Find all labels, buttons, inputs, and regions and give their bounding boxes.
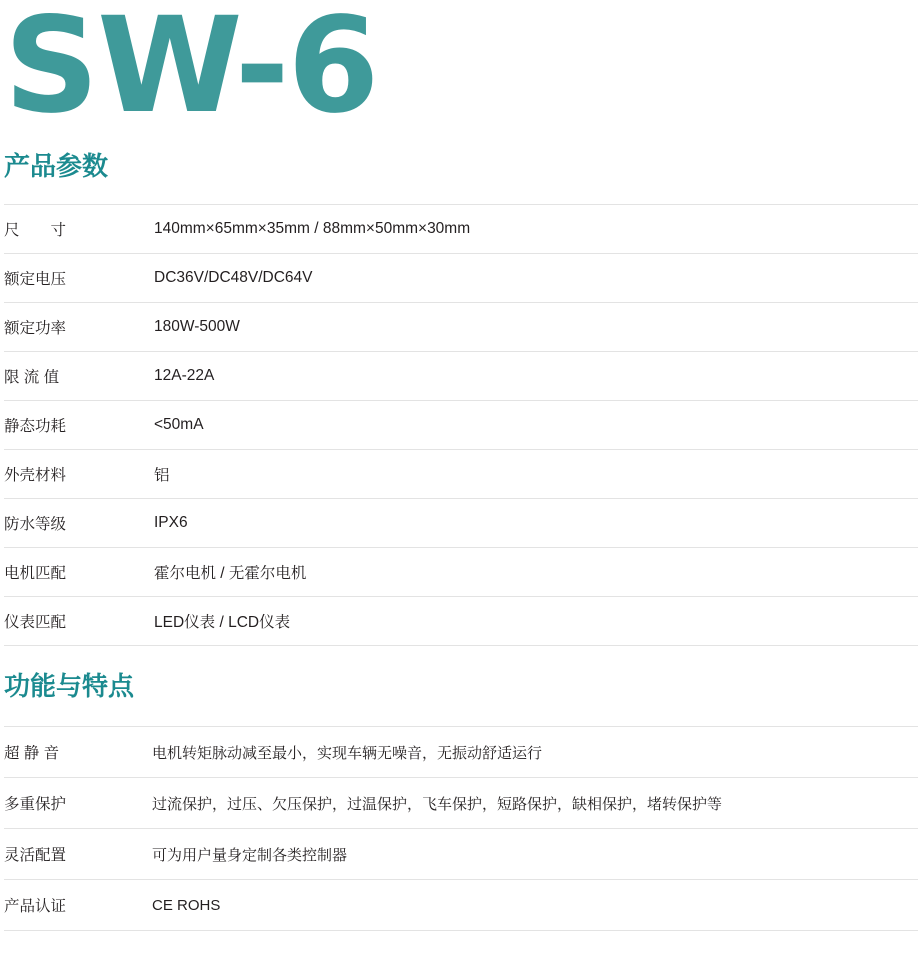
row-value: 12A-22A <box>154 367 215 384</box>
product-title: SW-6 <box>4 0 378 143</box>
row-value: 铝 <box>154 467 170 484</box>
table-row <box>4 548 918 597</box>
table-row <box>4 829 918 880</box>
row-value: CE ROHS <box>152 896 221 914</box>
row-value: 可为用户量身定制各类控制器 <box>152 846 348 864</box>
table-row <box>4 778 918 829</box>
row-value: 140mm×65mm×35mm / 88mm×50mm×30mm <box>154 220 471 237</box>
row-label: 防水等级 <box>4 516 67 533</box>
table-row <box>4 401 918 450</box>
table-row <box>4 352 918 401</box>
row-value: 180W-500W <box>154 318 240 335</box>
row-value: IPX6 <box>154 514 188 531</box>
table-row <box>4 205 918 254</box>
row-label: 仪表匹配 <box>4 614 67 631</box>
table-row <box>4 880 918 931</box>
row-value: 过流保护，过压、欠压保护，过温保护，飞车保护，短路保护，缺相保护，堵转保护等 <box>152 795 723 813</box>
row-label: 电机匹配 <box>4 565 67 582</box>
row-label: 静态功耗 <box>4 418 67 435</box>
row-value: DC36V/DC48V/DC64V <box>154 269 313 286</box>
row-label: 额定功率 <box>4 320 67 337</box>
table-row <box>4 727 918 778</box>
table-row <box>4 450 918 499</box>
row-label: 超 静 音 <box>4 745 60 762</box>
row-value: 电机转矩脉动减至最小，实现车辆无噪音，无振动舒适运行 <box>152 744 543 762</box>
row-label: 限 流 值 <box>4 369 60 386</box>
features-table <box>4 726 918 931</box>
row-value: <50mA <box>154 416 204 433</box>
section-heading-parameters: 产品参数 <box>4 152 109 182</box>
row-label: 产品认证 <box>4 898 67 915</box>
section-heading-features: 功能与特点 <box>4 672 135 702</box>
row-label: 额定电压 <box>4 271 67 288</box>
row-label: 灵活配置 <box>4 847 67 864</box>
row-label: 尺 寸 <box>4 222 67 239</box>
table-row <box>4 254 918 303</box>
row-value: LED仪表 / LCD仪表 <box>154 614 291 631</box>
row-label: 多重保护 <box>4 796 67 813</box>
table-row <box>4 303 918 352</box>
parameters-table <box>4 204 918 646</box>
table-row <box>4 597 918 646</box>
row-value: 霍尔电机 / 无霍尔电机 <box>154 565 307 582</box>
row-label: 外壳材料 <box>4 467 67 484</box>
table-row <box>4 499 918 548</box>
